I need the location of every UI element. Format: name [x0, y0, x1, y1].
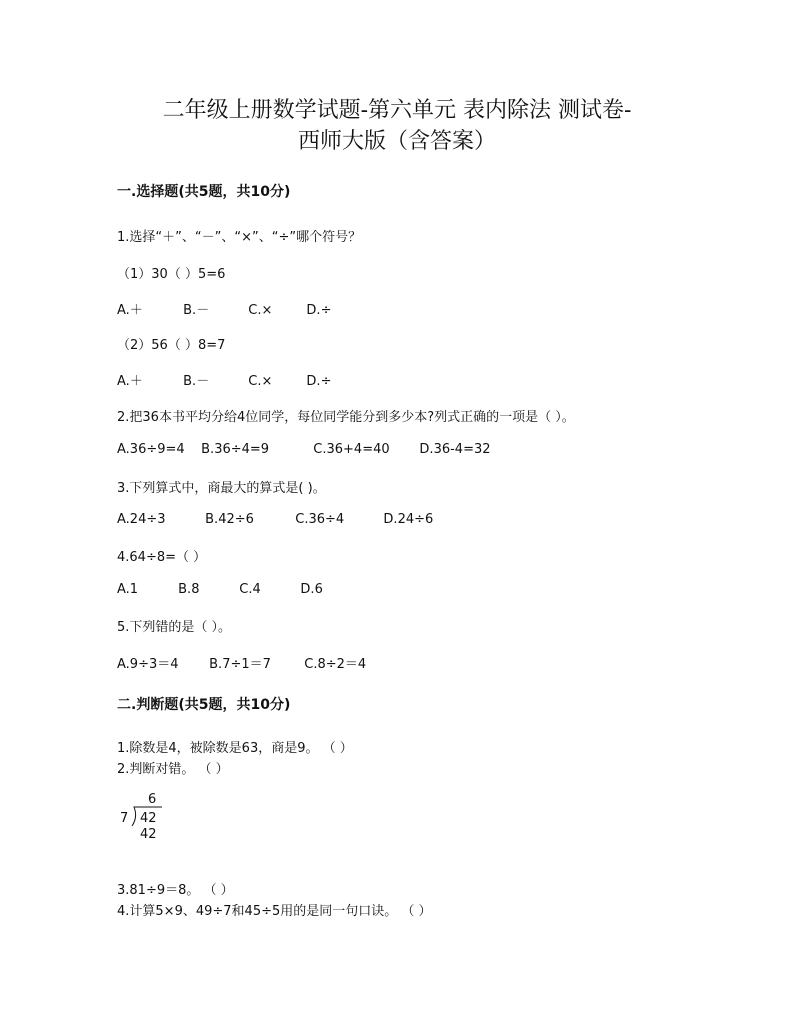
option-a[interactable]: A.36÷9=4	[117, 442, 185, 457]
option-a[interactable]: A.＋	[117, 303, 143, 318]
option-b[interactable]: B.8	[178, 582, 200, 597]
option-b[interactable]: B.42÷6	[205, 512, 254, 527]
q1-sub2-options	[117, 370, 331, 389]
option-c[interactable]: C.×	[248, 374, 273, 389]
option-c[interactable]: C.×	[248, 303, 273, 318]
q3-stem: 3.下列算式中，商最大的算式是( )。	[117, 481, 326, 496]
q1-sub2: （2）56（ ）8=7	[117, 338, 226, 353]
option-d[interactable]: D.6	[300, 582, 323, 597]
option-c[interactable]: C.36+4=40	[313, 442, 390, 457]
judge-q1: 1.除数是4，被除数是63，商是9。 （ ）	[117, 741, 353, 756]
page-title-line1: 二年级上册数学试题-第六单元 表内除法 测试卷-	[162, 98, 632, 123]
q4-stem: 4.64÷8=（ ）	[117, 550, 207, 565]
option-c[interactable]: C.8÷2＝4	[304, 657, 367, 672]
ld-divisor: 7	[120, 811, 129, 826]
q2-options	[117, 442, 491, 457]
section1-heading: 一.选择题(共5题，共10分)	[117, 184, 291, 200]
option-a[interactable]: A.＋	[117, 374, 143, 389]
q5-stem: 5.下列错的是（ ）。	[117, 620, 232, 635]
judge-q3: 3.81÷9＝8。 （ ）	[117, 883, 234, 898]
option-a[interactable]: A.1	[117, 582, 139, 597]
option-c[interactable]: C.4	[239, 582, 261, 597]
option-b[interactable]: B.36÷4=9	[201, 442, 270, 457]
q1-sub1: （1）30（ ）5=6	[117, 267, 226, 282]
option-b[interactable]: B.－	[183, 374, 210, 389]
option-b[interactable]: B.7÷1＝7	[209, 657, 271, 672]
judge-q4: 4.计算5×9、49÷7和45÷5用的是同一句口诀。 （ ）	[117, 904, 432, 919]
option-a[interactable]: A.9÷3＝4	[117, 657, 179, 672]
option-a[interactable]: A.24÷3	[117, 512, 166, 527]
ld-product: 42	[140, 827, 157, 842]
option-d[interactable]: D.24÷6	[383, 512, 434, 527]
ld-dividend: 42	[140, 811, 157, 826]
page-title-line2: 西师大版（含答案）	[297, 129, 496, 154]
q4-options	[117, 582, 323, 597]
q1-stem: 1.选择“＋”、“－”、“×”、“÷”哪个符号？	[117, 230, 362, 245]
q2-stem: 2.把36本书平均分给4位同学，每位同学能分到多少本?列式正确的一项是（ ）。	[117, 410, 575, 425]
section2-heading: 二.判断题(共5题，共10分)	[117, 697, 291, 713]
option-b[interactable]: B.－	[183, 303, 210, 318]
q1-sub1-options	[117, 299, 331, 318]
ld-quotient: 6	[148, 792, 157, 807]
option-d[interactable]: D.÷	[306, 374, 332, 389]
judge-q2: 2.判断对错。 （ ）	[117, 762, 229, 777]
option-d[interactable]: D.÷	[306, 303, 332, 318]
q3-options	[117, 512, 433, 527]
option-c[interactable]: C.36÷4	[295, 512, 345, 527]
long-division	[118, 790, 178, 840]
q5-options	[117, 653, 366, 672]
option-d[interactable]: D.36-4=32	[419, 442, 491, 457]
